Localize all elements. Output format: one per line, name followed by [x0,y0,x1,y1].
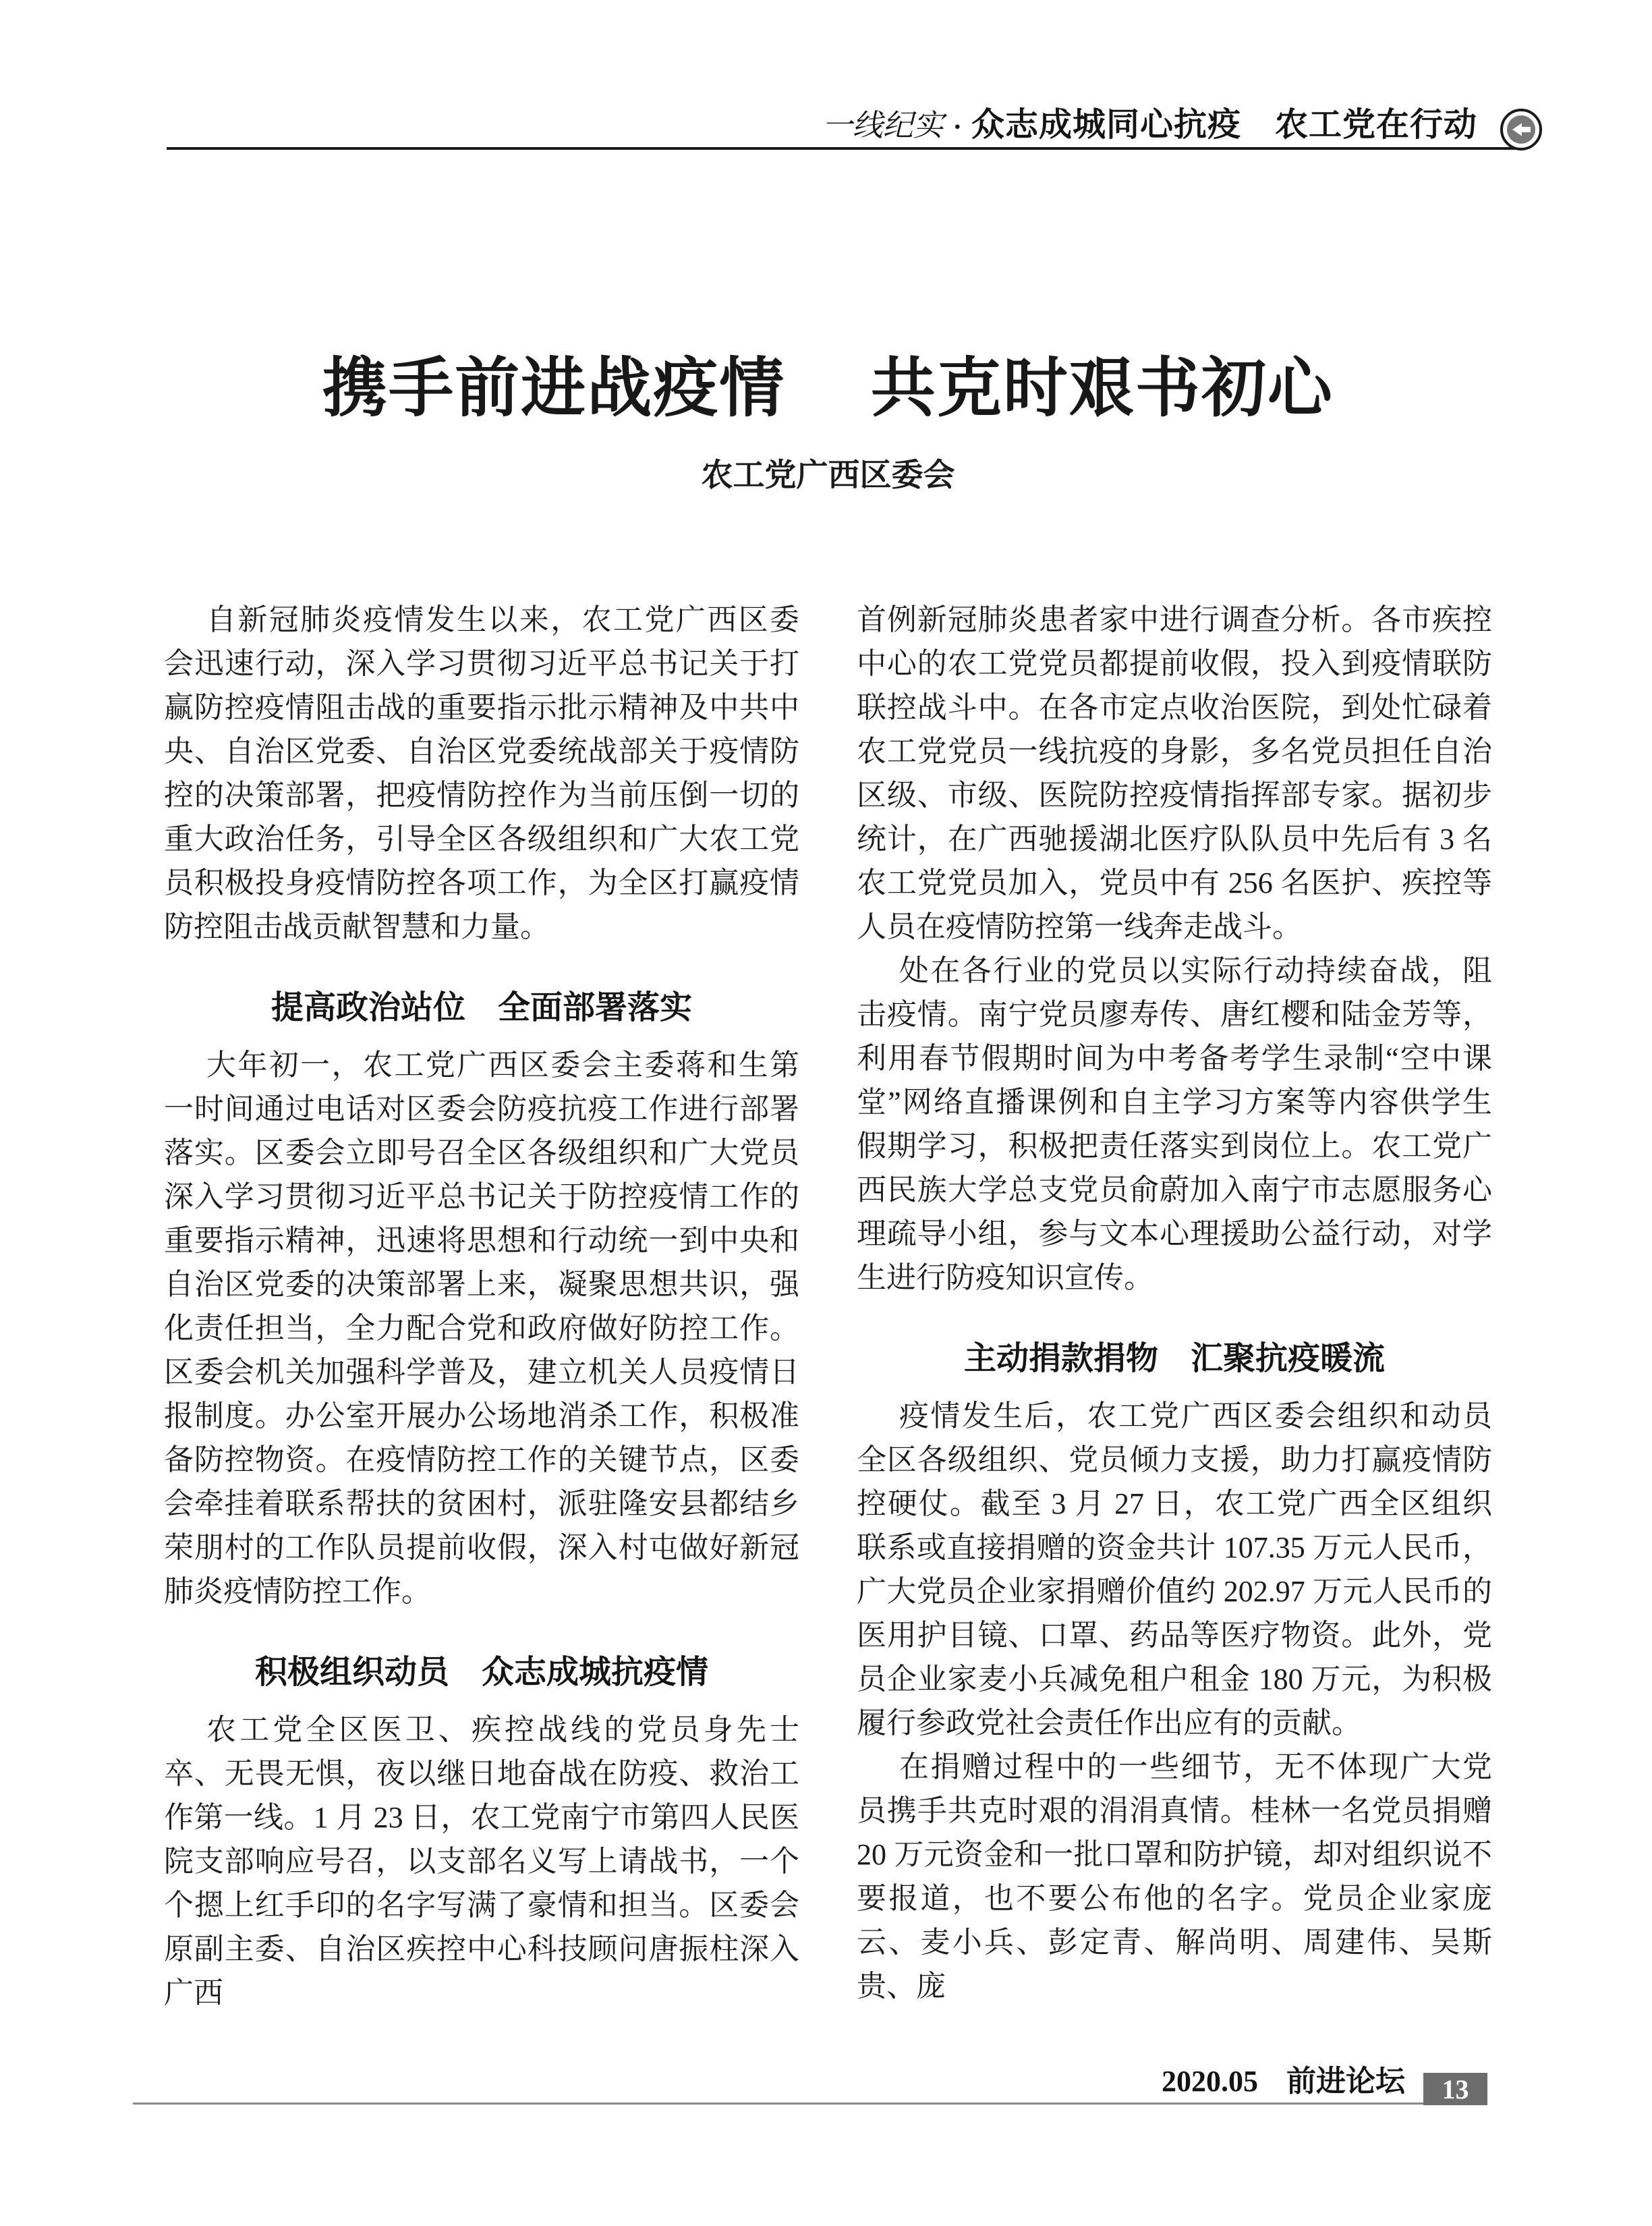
paragraph: 大年初一，农工党广西区委会主委蒋和生第一时间通过电话对区委会防疫抗疫工作进行部署落实。区委会立即号召全区各级组织和广大党员深入学习贯彻习近平总书记关于防控疫情工作的重要指示精神，迅速将思想和行动统一到中央和自治区党委的决策部署上来，凝聚思想共识，强化责任担当，全力配合党和政府做好防控工作。区委会机关加强科学普及，建立机关人员疫情日报制度。办公室开展办公场地消杀工作，积极准备防控物资。在疫情防控工作的关键节点，区委会牵挂着联系帮扶的贫困村，派驻隆安县都结乡荣朋村的工作队员提前收假，深入村屯做好新冠肺炎疫情防控工作。 [164,1049,799,1608]
header-rule-line [167,147,1521,150]
page-number-box [1423,2073,1487,2105]
footer-issue: 2020.05 [1162,2065,1258,2098]
section-heading: 积极组织动员 众志成城抗疫情 [254,1654,708,1690]
section-heading: 提高政治站位 全面部署落实 [270,990,692,1026]
page-number: 13 [1442,2074,1469,2105]
header-separator-dot: · [952,111,962,142]
back-arrow-icon [1500,108,1543,151]
section-heading: 主动捐款捐物 汇聚抗疫暖流 [963,1341,1385,1376]
header-strap [822,101,1477,148]
article-byline: 农工党广西区委会 [701,457,955,493]
paragraph: 疫情发生后，农工党广西区委会组织和动员全区各级组织、党员倾力支援，助力打赢疫情防控硬仗。截至 3 月 27 日，农工党广西全区组织联系或直接捐赠的资金共计 107.35 万元人民币，广大党员企业家捐赠价值约 202.97 万元人民币的医用护目镜、口罩、药品等医疗物资。此外，党员企业家麦小兵减免租户租金 180 万元，为积极履行参政党社会责任作出应有的贡献。 [857,1399,1492,1740]
right-column [857,598,1492,2008]
header-theme-title: 众志成城同心抗疫 农工党在行动 [971,107,1477,143]
paragraph: 自新冠肺炎疫情发生以来，农工党广西区委会迅速行动，深入学习贯彻习近平总书记关于打赢防控疫情阻击战的重要指示批示精神及中共中央、自治区党委、自治区党委统战部关于疫情防控的决策部署，把疫情防控作为当前压倒一切的重大政治任务，引导全区各级组织和广大农工党员积极投身疫情防控各项工作，为全区打赢疫情防控阻击战贡献智慧和力量。 [164,603,799,943]
paragraph-continued: 首例新冠肺炎患者家中进行调查分析。各市疾控中心的农工党党员都提前收假，投入到疫情联防联控战斗中。在各市定点收治医院，到处忙碌着农工党党员一线抗疫的身影，多名党员担任自治区级、市级、医院防控疫情指挥部专家。据初步统计，在广西驰援湖北医疗队队员中先后有 3 名农工党党员加入，党员中有 256 名医护、疾控等人员在疫情防控第一线奔走战斗。 [857,603,1492,943]
paragraph: 农工党全区医卫、疾控战线的党员身先士卒、无畏无惧，夜以继日地奋战在防疫、救治工作第一线。1 月 23 日，农工党南宁市第四人民医院支部响应号召，以支部名义写上请战书，一个个摁上红手印的名字写满了豪情和担当。区委会原副主委、自治区疾控中心科技顾问唐振柱深入广西 [164,1713,799,2009]
footer-journal-name: 前进论坛 [1286,2065,1405,2098]
paragraph: 在捐赠过程中的一些细节，无不体现广大党员携手共克时艰的涓涓真情。桂林一名党员捐赠 20 万元资金和一批口罩和防护镜，却对组织说不要报道，也不要公布他的名字。党员企业家庞云、麦小兵、彭定青、解尚明、周建伟、吴斯贵、庞 [857,1750,1492,2003]
header-column-name: 一线纪实 [822,109,944,142]
left-column [164,598,799,2015]
paragraph: 处在各行业的党员以实际行动持续奋战，阻击疫情。南宁党员廖寿传、唐红樱和陆金芳等，利用春节假期时间为中考备考学生录制“空中课堂”网络直播课例和自主学习方案等内容供学生假期学习，积极把责任落实到岗位上。农工党广西民族大学总支党员俞蔚加入南宁市志愿服务心理疏导小组，参与文本心理援助公益行动，对学生进行防疫知识宣传。 [857,954,1492,1294]
footer-rule-line [133,2103,1423,2105]
footer-imprint [1162,2065,1405,2098]
article-title: 携手前进战疫情 共克时艰书初心 [322,352,1334,424]
